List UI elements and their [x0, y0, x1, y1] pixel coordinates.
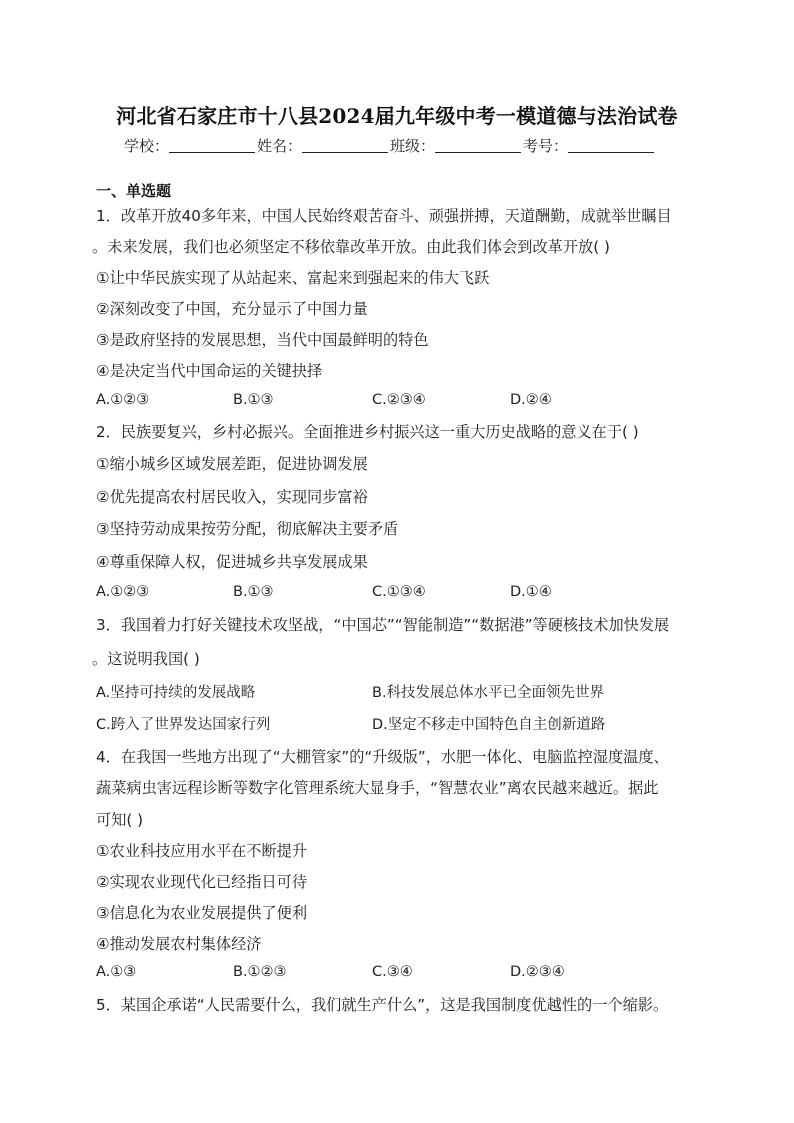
q1-stem-line2: 。未来发展，我们也必须坚定不移依靠改革开放。由此我们体会到改革开放( )	[92, 238, 610, 256]
name-label: 姓名：	[257, 137, 303, 155]
q4-option-d[interactable]: D.②③④	[510, 964, 565, 980]
q1-statement-2: ②深刻改变了中国，充分显示了中国力量	[96, 300, 368, 318]
q3-option-c[interactable]: C.跨入了世界发达国家行列	[96, 717, 271, 733]
q3-stem-line1: 3．我国着力打好关键技术攻坚战，“中国芯”“智能制造”“数据港”等硬核技术加快发展	[96, 616, 670, 634]
q2-option-c[interactable]: C.①③④	[372, 584, 426, 600]
q3-option-d[interactable]: D.坚定不移走中国特色自主创新道路	[372, 717, 606, 733]
q4-option-c[interactable]: C.③④	[372, 964, 413, 980]
q3-option-a[interactable]: A.坚持可持续的发展战略	[96, 685, 256, 701]
q1-option-d[interactable]: D.②④	[510, 392, 552, 408]
q2-statement-2: ②优先提高农村居民收入，实现同步富裕	[96, 488, 368, 506]
q1-option-b[interactable]: B.①③	[233, 392, 274, 408]
q4-statement-3: ③信息化为农业发展提供了便利	[96, 904, 308, 922]
q2-option-a[interactable]: A.①②③	[96, 584, 150, 600]
q1-statement-3: ③是政府坚持的发展思想，当代中国最鲜明的特色	[96, 331, 429, 349]
student-info-line	[124, 135, 656, 156]
q2-option-b[interactable]: B.①③	[233, 584, 274, 600]
q1-statement-4: ④是决定当代中国命运的关键抉择	[96, 362, 323, 380]
name-blank[interactable]	[302, 138, 388, 153]
q4-statement-4: ④推动发展农村集体经济	[96, 935, 262, 953]
school-label: 学校：	[124, 137, 170, 155]
class-label: 班级：	[390, 137, 436, 155]
q2-statement-3: ③坚持劳动成果按劳分配，彻底解决主要矛盾	[96, 520, 399, 538]
q1-option-c[interactable]: C.②③④	[372, 392, 426, 408]
q2-statement-4: ④尊重保障人权，促进城乡共享发展成果	[96, 553, 368, 571]
exam-title: 河北省石家庄市十八县2024届九年级中考一模道德与法治试卷	[116, 104, 678, 128]
number-blank[interactable]	[568, 138, 654, 153]
class-blank[interactable]	[435, 138, 521, 153]
q3-option-b[interactable]: B.科技发展总体水平已全面领先世界	[372, 685, 605, 701]
q1-stem-line1: 1．改革开放40多年来，中国人民始终艰苦奋斗、顽强拼搏，天道酬勤，成就举世瞩目	[96, 207, 672, 225]
q4-statement-1: ①农业科技应用水平在不断提升	[96, 842, 308, 860]
q4-option-a[interactable]: A.①③	[96, 964, 137, 980]
q3-stem-line2: 。这说明我国( )	[92, 650, 200, 668]
q1-option-a[interactable]: A.①②③	[96, 392, 150, 408]
school-blank[interactable]	[169, 138, 255, 153]
q4-statement-2: ②实现农业现代化已经指日可待	[96, 873, 308, 891]
q5-stem-line1: 5．某国企承诺“人民需要什么，我们就生产什么”，这是我国制度优越性的一个缩影。	[96, 996, 669, 1014]
q4-stem-line1: 4．在我国一些地方出现了“大棚管家”的“升级版”，水肥一体化、电脑监控湿度温度、	[96, 748, 669, 766]
number-label: 考号：	[523, 137, 569, 155]
q2-statement-1: ①缩小城乡区域发展差距，促进协调发展	[96, 455, 368, 473]
q1-statement-1: ①让中华民族实现了从站起来、富起来到强起来的伟大飞跃	[96, 269, 490, 287]
q4-stem-line3: 可知( )	[96, 811, 144, 829]
section-heading: 一、单选题	[96, 182, 172, 200]
q4-stem-line2: 蔬菜病虫害远程诊断等数字化管理系统大显身手，“智慧农业”离农民越来越近。据此	[96, 779, 659, 797]
q4-option-b[interactable]: B.①②③	[233, 964, 287, 980]
q2-stem-line1: 2．民族要复兴，乡村必振兴。全面推进乡村振兴这一重大历史战略的意义在于( )	[96, 423, 639, 441]
q2-option-d[interactable]: D.①④	[510, 584, 552, 600]
